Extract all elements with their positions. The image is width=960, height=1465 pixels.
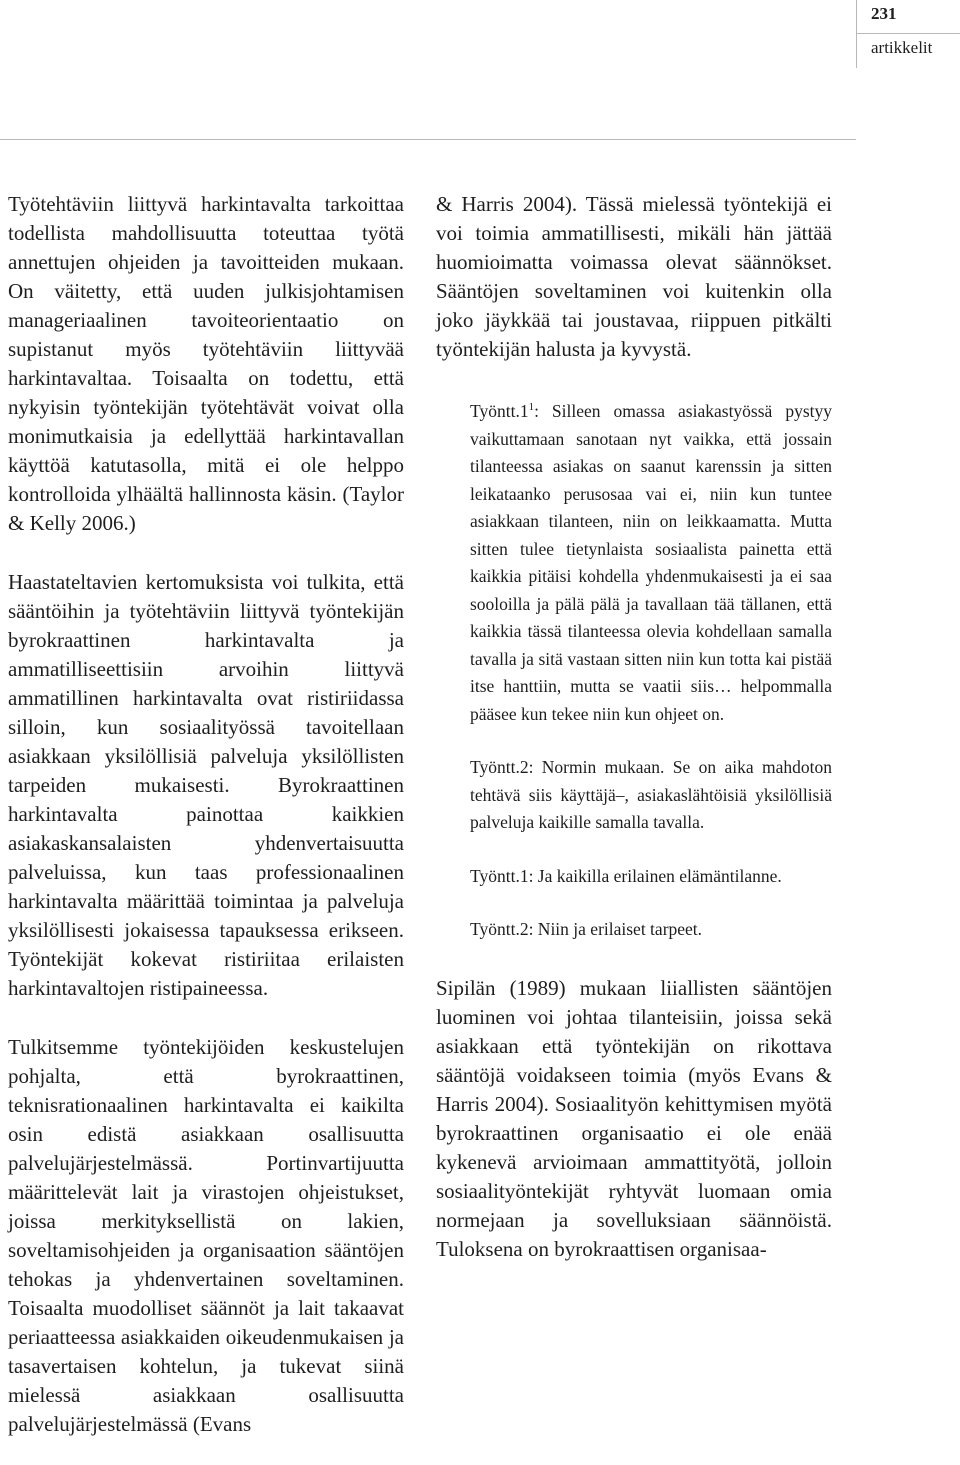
- paragraph-sipila: Sipilän (1989) mukaan liiallisten sääntöjen luominen voi johtaa tilanteisiin, joissa sekä asiakkaan että työntekijän on rikottava sääntöjä voidakseen toimia (myös Evans & Harris 2004). Sosiaalityön kehittymisen myötä byrokraattinen organisaatio ei ole enää kykenevä arvioimaan ammattityötä, jolloin sosiaalityöntekijät ryhtyvät luomaan omia normejaan ja sovelluksiaan säännöistä. Tuloksena on byrokraattisen organisaa-: [436, 975, 832, 1261]
- interview-quote-1: [470, 398, 832, 728]
- paragraph-interpretation: Tulkitsemme työntekijöiden keskustelujen pohjalta, että byrokraattinen, teknisrationaalinen harkintavalta ei kaikilta osin edistä asiakkaan osallisuutta palvelujärjestelmässä. Portinvartijuutta määrittelevät lait ja virastojen ohjeistukset, joissa merkityksellistä on lakien, soveltamisohjeiden ja organisaation sääntöjen tehokas ja yhdenvertainen soveltaminen. Toisaalta muodolliset säännöt ja lait takaavat periaatteessa asiakkaiden oikeudenmukaisen ja tasavertaisen kohtelun, ja tukevat siinä mielessä asiakkaan osallisuutta palvelujärjestelmässä (Evans: [8, 1035, 404, 1436]
- interview-quote-2: Työntt.2: Normin mukaan. Se on aika mahdoton tehtävä siis käyttäjä–, asiakaslähtöisiä yksilöllisiä palveluja kaikille samalla tavalla.: [470, 757, 832, 832]
- paragraph-continuation: & Harris 2004). Tässä mielessä työntekijä ei voi toimia ammatillisesti, mikäli hän jättää huomioimatta voimassa olevat säännökset. Sääntöjen soveltaminen voi kuitenkin olla joko jäykkää tai joustavaa, riippuen pitkälti työntekijän halusta ja kyvystä.: [436, 192, 832, 361]
- interview-quote-3: Työntt.1: Ja kaikilla erilainen elämäntilanne.: [470, 865, 782, 886]
- paragraph-discretion: Työtehtäviin liittyvä harkintavalta tarkoittaa todellista mahdollisuutta toteuttaa työtä annettujen ohjeiden ja tavoitteiden mukaan. On väitetty, että uuden julkisjohtamisen manageriaalinen tavoiteorientaatio on supistanut myös työtehtäviin liittyvää harkintavaltaa. Toisaalta on todettu, että nykyisin työntekijän työtehtävät voivat olla monimutkaisia ja edellyttää harkintavallan käyttöä katutasolla, mitä ei ole helppo kontrolloida ylhäältä hallinnosta käsin. (Taylor & Kelly 2006.): [8, 192, 404, 535]
- interview-quote-4: Työntt.2: Niin ja erilaiset tarpeet.: [470, 919, 703, 939]
- quote-text: : Silleen omassa asiakastyössä pystyy vaikuttamaan sanotaan nyt vaikka, että jossain tilanteessa asiakas on saanut karenssin ja sitten leikataanko perusosaa vai ei, niin kun tuntee asiakkaan tilanteen, niin on leikkaamatta. Mutta sitten tulee tietynlaista sosiaalista painetta että kaikkia pitäisi kohdella yhdenmukaisesti ja ei saa sooloilla ja pälä pälä ja tavallaan tää tällanen, että kaikkia tässä tilanteessa olevia kohdellaan samalla tavalla ja sitä vastaan sitten niin kun totta kai pistää itse hanttiin, mutta se vaatii siis… helpommalla pääsee kun tekee niin kun ohjeet on.: [470, 401, 832, 724]
- quote-speaker: Työntt.1: [470, 401, 529, 421]
- left-column: [8, 190, 404, 1439]
- page-tab: [856, 0, 960, 68]
- paragraph-interviews: Haastateltavien kertomuksista voi tulkita, että sääntöihin ja työtehtäviin liittyvä työntekijän byrokraattinen harkintavalta ja ammatilliseettisiin arvoihin liittyvä ammatillinen harkintavalta ovat ristiriidassa silloin, kun sosiaalityössä tavoitellaan asiakkaan yksilöllisiä palveluja yksilöllisten tarpeiden mukaisesti. Byrokraattinen harkintavalta painottaa kaikkien asiakaskansalaisten yhdenvertaisuutta palveluissa, kun taas professionaalinen harkintavalta määrittää toimintaa ja palveluja yksilöllisesti jokaisessa tapauksessa erikseen. Työntekijät kokevat ristiriitaa erilaisten harkintavaltojen ristipaineessa.: [8, 570, 404, 1000]
- right-column: [436, 190, 832, 1264]
- footnote-marker: 1: [528, 401, 535, 414]
- page-number: 231: [871, 4, 897, 23]
- header-rule: [0, 139, 856, 140]
- tab-divider: [857, 33, 960, 34]
- section-label: artikkelit: [871, 38, 933, 57]
